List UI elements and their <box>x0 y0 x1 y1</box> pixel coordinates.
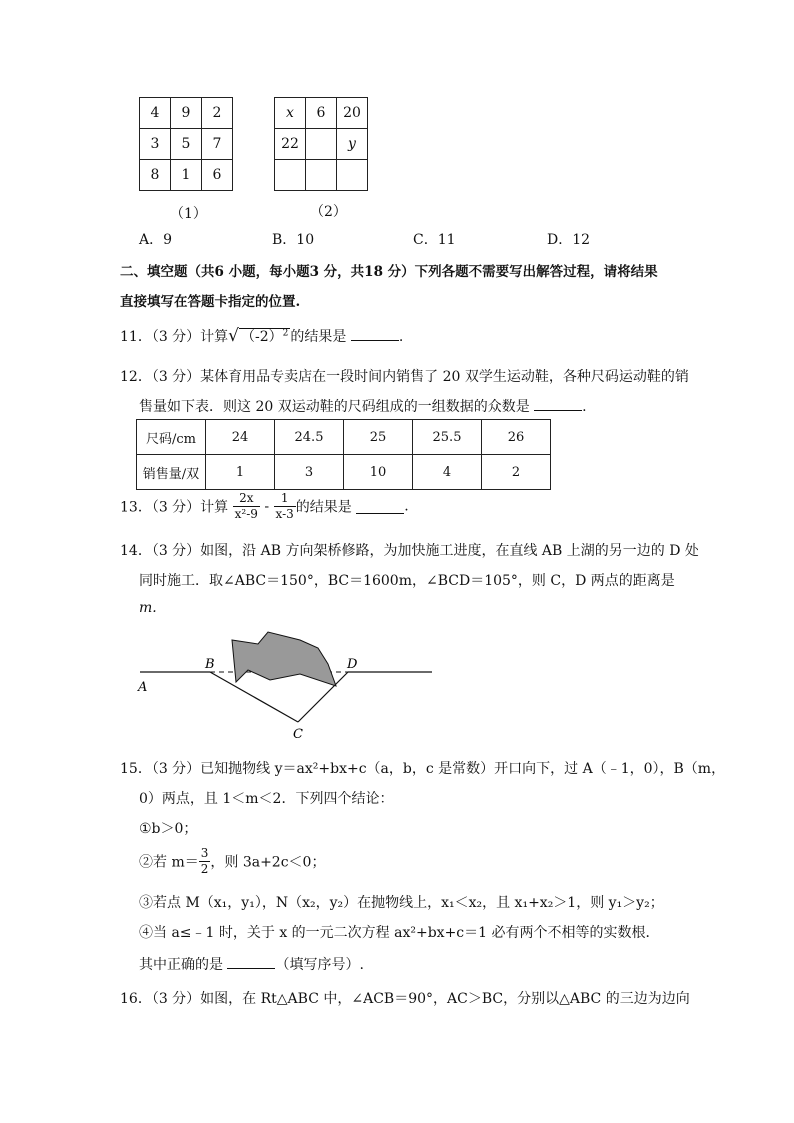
question-11: 11．（3 分）计算√ $(-2)^2$ 的结果是 . <box>120 326 404 346</box>
cell <box>306 160 337 191</box>
cell: x <box>275 98 306 129</box>
segment-bc <box>210 672 298 722</box>
cell: 22 <box>275 129 306 160</box>
table-cell: 25 <box>344 420 413 455</box>
table-header-size: 尺码/cm <box>137 420 206 455</box>
q15-conclusion-3: ③若点 M（x₁，y₁），N（x₂，y₂）在抛物线上，x₁＜x₂，且 x₁+x₂＞1，则 y₁＞y₂； <box>139 895 664 911</box>
grid-2-caption: （2） <box>310 204 347 220</box>
section-heading-line1: 二、填空题（共6 小题，每小题3 分，共18 分）下列各题不需要写出解答过程，请将结果 <box>120 264 658 280</box>
q14-line2: 同时施工．取∠ABC＝150°，BC＝1600m，∠BCD＝105°，则 C，D 两点的距离是 <box>139 573 675 589</box>
cell <box>306 129 337 160</box>
option-c: C．11 <box>413 232 456 248</box>
table-cell: 4 <box>413 455 482 490</box>
bridge-lake-figure <box>130 628 450 743</box>
q15-line2: 0）两点，且 1＜m＜2．下列四个结论： <box>139 791 394 807</box>
label-a: A <box>138 680 148 695</box>
answer-blank <box>356 499 404 514</box>
fraction: $\frac{2x}{\text{x²-9}}$ <box>234 491 258 521</box>
q16-line1: 16．（3 分）如图，在 Rt△ABC 中，∠ACB＝90°，AC＞BC，分别以△ABC 的三边为边向 <box>120 991 690 1007</box>
answer-blank <box>534 396 582 411</box>
option-d: D．12 <box>547 232 591 248</box>
sqrt-icon: √ <box>228 326 240 346</box>
q15-conclusion-4: ④当 a≤﹣1 时，关于 x 的一元二次方程 ax²+bx+c＝1 必有两个不相等的实数根． <box>139 925 660 941</box>
option-b: B．10 <box>272 232 315 248</box>
cell: 1 <box>171 160 202 191</box>
table-row <box>137 420 551 455</box>
cell: 4 <box>140 98 171 129</box>
q15-conclusion-2: ②若 m＝ $\frac{3}{2}$ ，则 3a+2c＜0； <box>139 846 326 876</box>
cell: y <box>337 129 368 160</box>
question-13: 13．（3 分）计算 $\frac{2x}{\text{x²-9}}$ - $\frac{1}{x-3}$ 的结果是 . <box>120 491 409 521</box>
q14-line1: 14．（3 分）如图，沿 AB 方向架桥修路，为加快施工进度，在直线 AB 上湖的另一边的 D 处 <box>120 543 699 559</box>
cell <box>275 160 306 191</box>
q11-prefix: 11．（3 分）计算 <box>120 329 229 345</box>
label-d: D <box>347 657 358 672</box>
cell: 8 <box>140 160 171 191</box>
table-cell: 2 <box>482 455 551 490</box>
label-b: B <box>205 657 215 672</box>
answer-blank <box>227 954 275 969</box>
table-cell: 3 <box>275 455 344 490</box>
q11-suffix: 的结果是 <box>290 329 347 345</box>
table-cell: 10 <box>344 455 413 490</box>
table-header-count: 销售量/双 <box>137 455 206 490</box>
q15-ask: 其中正确的是 （填写序号）. <box>139 954 364 974</box>
q15-conclusion-1: ①b＞0； <box>139 821 198 837</box>
q11-radicand: $(-2)^2$ <box>241 328 289 345</box>
cell: 20 <box>337 98 368 129</box>
grid-1-caption: （1） <box>170 206 207 222</box>
table-cell: 24 <box>206 420 275 455</box>
magic-square-2 <box>274 97 368 191</box>
fraction: $\frac{1}{x-3}$ <box>275 491 294 521</box>
label-c: C <box>293 727 303 742</box>
q15-line1: 15．（3 分）已知抛物线 y＝ax²+bx+c（a，b，c 是常数）开口向下，过 A（﹣1，0），B（m， <box>120 761 726 777</box>
q12-line1: 12．（3 分）某体育用品专卖店在一段时间内销售了 20 双学生运动鞋，各种尺码运动鞋的销 <box>120 369 689 385</box>
cell: 5 <box>171 129 202 160</box>
lake-shape <box>232 632 336 686</box>
table-cell: 24.5 <box>275 420 344 455</box>
table-cell: 26 <box>482 420 551 455</box>
cell: 6 <box>306 98 337 129</box>
fraction: $\frac{3}{2}$ <box>200 846 209 876</box>
option-a: A．9 <box>139 232 173 248</box>
q14-line3: m. <box>139 600 157 616</box>
section-heading-line2: 直接填写在答题卡指定的位置. <box>120 294 301 310</box>
magic-square-1 <box>139 97 233 191</box>
shoe-size-table <box>136 419 551 490</box>
cell: 6 <box>202 160 233 191</box>
cell: 9 <box>171 98 202 129</box>
table-cell: 1 <box>206 455 275 490</box>
table-row <box>137 455 551 490</box>
cell: 2 <box>202 98 233 129</box>
q12-line2: 售量如下表．则这 20 双运动鞋的尺码组成的一组数据的众数是 . <box>139 396 587 416</box>
cell <box>337 160 368 191</box>
cell: 3 <box>140 129 171 160</box>
cell: 7 <box>202 129 233 160</box>
table-cell: 25.5 <box>413 420 482 455</box>
answer-blank <box>351 326 399 341</box>
